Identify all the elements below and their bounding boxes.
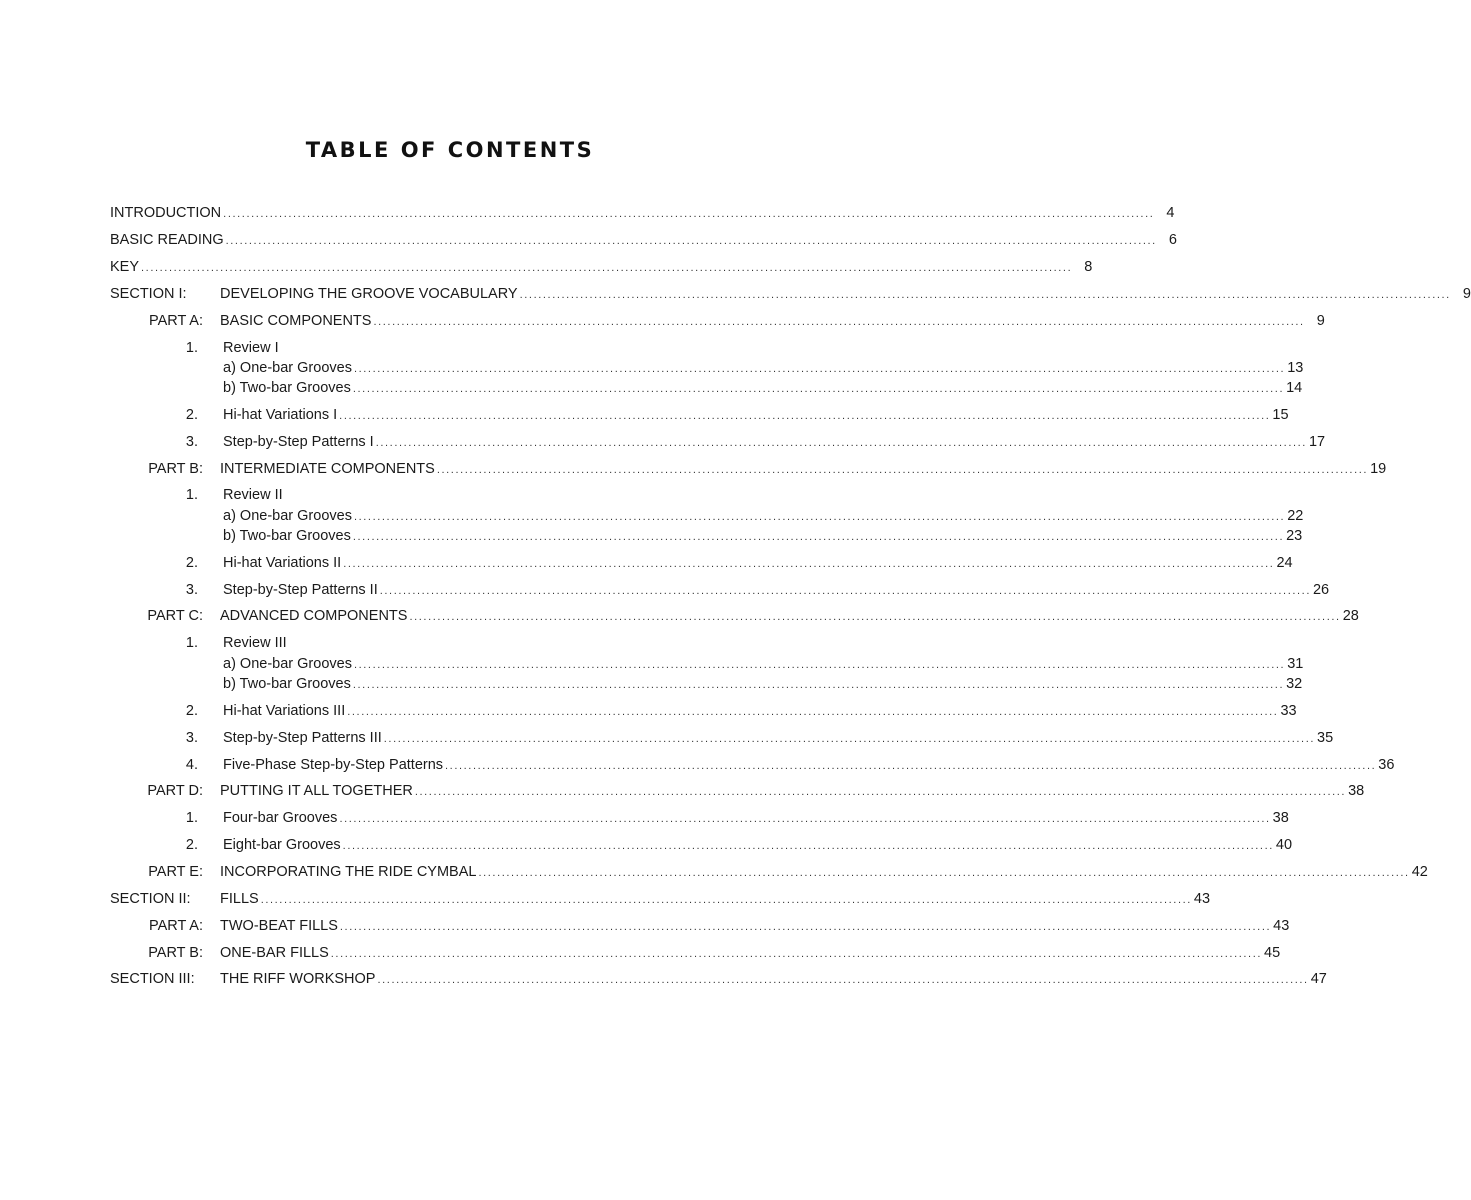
toc-item-number: 3. bbox=[185, 434, 198, 450]
toc-page-number: 47 bbox=[1310, 971, 1327, 987]
toc-item-number: 2. bbox=[185, 555, 198, 571]
dot-leader: ........................................................................................................................................................................................................ bbox=[436, 464, 1369, 476]
toc-entry bbox=[0, 202, 1175, 224]
toc-entry-title: Hi-hat Variations I bbox=[223, 407, 338, 423]
toc-entry-title: INTRODUCTION bbox=[110, 205, 222, 221]
toc-page-number: 17 bbox=[1308, 434, 1326, 450]
toc-entry bbox=[0, 861, 1428, 883]
toc-page-number: 22 bbox=[1287, 508, 1304, 524]
dot-leader: ........................................................................................................................................................................................................ bbox=[379, 585, 1311, 597]
dot-leader: ........................................................................................................................................................................................................ bbox=[339, 813, 1271, 825]
toc-page-number: 23 bbox=[1286, 528, 1303, 544]
toc-entry-title: Hi-hat Variations II bbox=[223, 555, 342, 571]
toc-entry-title: Review III bbox=[223, 635, 287, 651]
toc-entry bbox=[0, 653, 1304, 675]
toc-entry-title: Step-by-Step Patterns III bbox=[223, 730, 382, 746]
dot-leader: ........................................................................................................................................................................................................ bbox=[353, 363, 1286, 375]
toc-entry-title: PUTTING IT ALL TOGETHER bbox=[220, 783, 413, 799]
toc-entry bbox=[0, 968, 1327, 990]
toc-entry-title: KEY bbox=[110, 259, 140, 275]
toc-entry-title: Review I bbox=[223, 340, 279, 356]
toc-page-number: 8 bbox=[1084, 259, 1093, 275]
toc-page-number: 4 bbox=[1166, 205, 1175, 221]
toc-page-number: 28 bbox=[1342, 608, 1359, 624]
toc-section-label: PART B: bbox=[148, 945, 203, 961]
toc-entry bbox=[0, 310, 1325, 332]
toc-entry-title: a) One-bar Grooves bbox=[223, 508, 352, 524]
dot-leader: ........................................................................................................................................................................................................ bbox=[225, 235, 1157, 247]
toc-entry bbox=[0, 579, 1330, 601]
toc-entry bbox=[0, 780, 1365, 802]
toc-entry bbox=[0, 552, 1293, 574]
toc-page-number: 6 bbox=[1168, 232, 1177, 248]
page-title: TABLE OF CONTENTS bbox=[305, 138, 595, 162]
toc-entry-title: ONE-BAR FILLS bbox=[220, 945, 329, 961]
toc-entry bbox=[0, 357, 1304, 379]
toc-page-number: 40 bbox=[1275, 837, 1293, 853]
toc-page-number: 33 bbox=[1280, 703, 1297, 719]
toc-section-label: SECTION III: bbox=[110, 971, 195, 987]
dot-leader: ........................................................................................................................................................................................................ bbox=[339, 921, 1272, 933]
toc-entry bbox=[0, 834, 1293, 856]
toc-entry bbox=[0, 632, 900, 654]
toc-page-number: 32 bbox=[1286, 676, 1303, 692]
toc-page-number: 19 bbox=[1370, 461, 1387, 477]
toc-page-number: 35 bbox=[1317, 730, 1334, 746]
toc-page-number: 13 bbox=[1287, 360, 1304, 376]
toc-page-number: 38 bbox=[1348, 783, 1365, 799]
toc-entry bbox=[0, 605, 1359, 627]
toc-item-number: 3. bbox=[185, 730, 198, 746]
toc-entry bbox=[0, 700, 1297, 722]
toc-entry-title: Hi-hat Variations III bbox=[223, 703, 346, 719]
toc-entry-title: FILLS bbox=[220, 891, 259, 907]
toc-page-number: 36 bbox=[1378, 757, 1395, 773]
toc-entry-title: THE RIFF WORKSHOP bbox=[220, 971, 376, 987]
toc-entry bbox=[0, 673, 1303, 695]
toc-section-label: PART A: bbox=[149, 313, 203, 329]
toc-item-number: 2. bbox=[185, 407, 198, 423]
toc-entry bbox=[0, 888, 1211, 910]
dot-leader: ........................................................................................................................................................................................................ bbox=[347, 706, 1279, 718]
toc-entry bbox=[0, 283, 1471, 305]
toc-entry bbox=[0, 754, 1395, 776]
dot-leader: ........................................................................................................................................................................................................ bbox=[339, 410, 1271, 422]
dot-leader: ........................................................................................................................................................................................................ bbox=[343, 558, 1275, 570]
dot-leader: ........................................................................................................................................................................................................ bbox=[409, 611, 1341, 623]
toc-entry bbox=[0, 458, 1387, 480]
dot-leader: ........................................................................................................................................................................................................ bbox=[352, 679, 1285, 691]
dot-leader: ........................................................................................................................................................................................................ bbox=[414, 786, 1347, 798]
dot-leader: ........................................................................................................................................................................................................ bbox=[377, 974, 1309, 986]
dot-leader: ........................................................................................................................................................................................................ bbox=[342, 840, 1274, 852]
toc-entry bbox=[0, 727, 1334, 749]
toc-item-number: 3. bbox=[185, 582, 198, 598]
toc-entry-title: Step-by-Step Patterns II bbox=[223, 582, 378, 598]
toc-page-number: 9 bbox=[1316, 313, 1325, 329]
toc-page-number: 15 bbox=[1272, 407, 1289, 423]
dot-leader: ........................................................................................................................................................................................................ bbox=[141, 262, 1073, 274]
toc-entry-title: Eight-bar Grooves bbox=[223, 837, 341, 853]
toc-entry-title: DEVELOPING THE GROOVE VOCABULARY bbox=[220, 286, 518, 302]
toc-page-number: 24 bbox=[1276, 555, 1293, 571]
toc-page-number: 45 bbox=[1264, 945, 1281, 961]
toc-entry bbox=[0, 525, 1303, 547]
dot-leader: ........................................................................................................................................................................................................ bbox=[352, 383, 1285, 395]
toc-entry bbox=[0, 229, 1177, 251]
dot-leader: ........................................................................................................................................................................................................ bbox=[352, 531, 1285, 543]
dot-leader: ........................................................................................................................................................................................................ bbox=[445, 760, 1377, 772]
toc-entry-title: b) Two-bar Grooves bbox=[223, 676, 351, 692]
dot-leader: ........................................................................................................................................................................................................ bbox=[478, 867, 1410, 879]
toc-page-number: 43 bbox=[1193, 891, 1211, 907]
dot-leader: ........................................................................................................................................................................................................ bbox=[519, 289, 1451, 301]
toc-entry-title: BASIC READING bbox=[110, 232, 224, 248]
toc-entry-title: ADVANCED COMPONENTS bbox=[220, 608, 408, 624]
toc-page-number: 43 bbox=[1273, 918, 1290, 934]
toc-entry-title: TWO-BEAT FILLS bbox=[220, 918, 338, 934]
toc-section-label: SECTION I: bbox=[110, 286, 187, 302]
toc-entry-title: Review II bbox=[223, 487, 283, 503]
dot-leader: ........................................................................................................................................................................................................ bbox=[353, 659, 1286, 671]
toc-entry bbox=[0, 505, 1304, 527]
toc-entry-title: INCORPORATING THE RIDE CYMBAL bbox=[220, 864, 477, 880]
toc-section-label: PART A: bbox=[149, 918, 203, 934]
toc-entry-title: Four-bar Grooves bbox=[223, 810, 338, 826]
toc-page-number: 14 bbox=[1286, 380, 1303, 396]
toc-entry bbox=[0, 431, 1326, 453]
toc-item-number: 1. bbox=[185, 340, 198, 356]
dot-leader: ........................................................................................................................................................................................................ bbox=[353, 511, 1286, 523]
toc-entry bbox=[0, 807, 1289, 829]
toc-entry-title: Step-by-Step Patterns I bbox=[223, 434, 374, 450]
toc-item-number: 1. bbox=[185, 635, 198, 651]
dot-leader: ........................................................................................................................................................................................................ bbox=[330, 948, 1263, 960]
toc-entry bbox=[0, 942, 1281, 964]
toc-section-label: SECTION II: bbox=[110, 891, 191, 907]
toc-item-number: 4. bbox=[185, 757, 198, 773]
toc-entry bbox=[0, 484, 900, 506]
toc-section-label: PART B: bbox=[148, 461, 203, 477]
toc-entry-title: a) One-bar Grooves bbox=[223, 656, 352, 672]
toc-entry-title: b) Two-bar Grooves bbox=[223, 380, 351, 396]
toc-item-number: 1. bbox=[185, 487, 198, 503]
toc-section-label: PART E: bbox=[148, 864, 203, 880]
toc-entry bbox=[0, 337, 900, 359]
toc-entry-title: BASIC COMPONENTS bbox=[220, 313, 372, 329]
toc-page-number: 31 bbox=[1287, 656, 1304, 672]
toc-item-number: 1. bbox=[185, 810, 198, 826]
toc-section-label: PART C: bbox=[147, 608, 203, 624]
dot-leader: ........................................................................................................................................................................................................ bbox=[373, 316, 1305, 328]
toc-entry-title: INTERMEDIATE COMPONENTS bbox=[220, 461, 435, 477]
dot-leader: ........................................................................................................................................................................................................ bbox=[260, 894, 1192, 906]
toc-page-number: 42 bbox=[1411, 864, 1428, 880]
dot-leader: ........................................................................................................................................................................................................ bbox=[223, 208, 1155, 220]
toc-page-number: 38 bbox=[1272, 810, 1289, 826]
toc-entry bbox=[0, 377, 1303, 399]
toc-entry bbox=[0, 915, 1290, 937]
toc-entry-title: b) Two-bar Grooves bbox=[223, 528, 351, 544]
toc-page-number: 26 bbox=[1312, 582, 1330, 598]
toc-item-number: 2. bbox=[185, 703, 198, 719]
toc-entry-title: a) One-bar Grooves bbox=[223, 360, 352, 376]
dot-leader: ........................................................................................................................................................................................................ bbox=[375, 437, 1307, 449]
dot-leader: ........................................................................................................................................................................................................ bbox=[383, 733, 1316, 745]
toc-entry bbox=[0, 256, 1093, 278]
toc-item-number: 2. bbox=[185, 837, 198, 853]
toc-entry-title: Five-Phase Step-by-Step Patterns bbox=[223, 757, 444, 773]
toc-section-label: PART D: bbox=[147, 783, 203, 799]
toc-page-number: 9 bbox=[1462, 286, 1471, 302]
toc-entry bbox=[0, 404, 1289, 426]
